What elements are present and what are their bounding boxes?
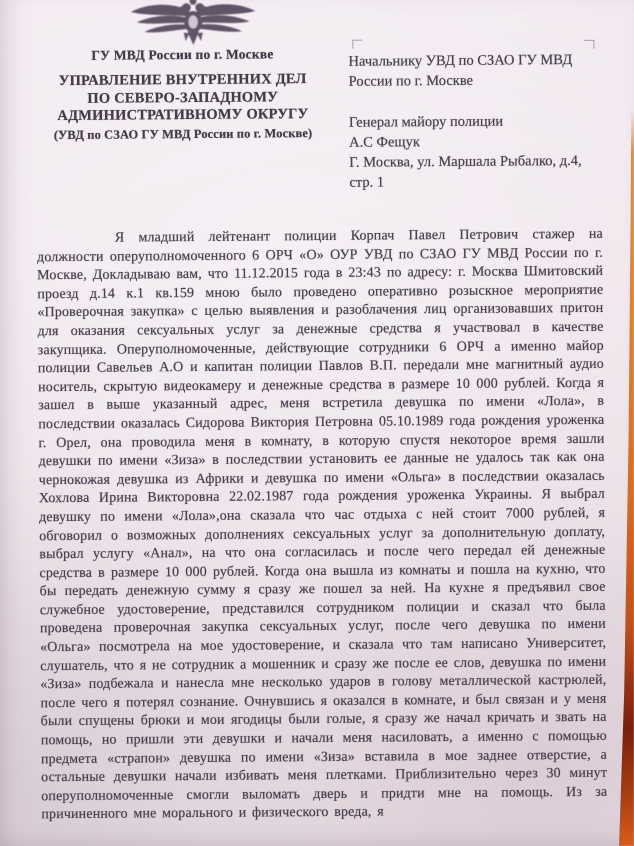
addressee-gap [349,90,601,113]
letterhead-abbrev: (УВД по СЗАО ГУ МВД России по г. Москве) [53,125,313,142]
letterhead-org: ГУ МВД России по г. Москве [91,46,274,63]
frame-corner-mark-left [352,40,362,49]
letterhead-division-line2: ПО СЕВЕРО-ЗАПАДНОМУ [87,88,279,107]
letterhead [28,46,337,143]
addressee-line: Начальнику УВД по СЗАО ГУ МВД [348,51,573,70]
addressee-rank: Генерал майору полиции [348,113,504,131]
mvd-double-headed-eagle-icon [126,0,260,49]
letterhead-division-line1: УПРАВЛЕНИЕ ВНУТРЕННИХ ДЕЛ [58,71,307,90]
addressee-name: А.С Фещук [349,134,420,151]
letterhead-division-line3: АДМИНИСТРАТИВНОМУ ОКРУГУ [57,106,309,125]
frame-corner-mark-right [584,40,594,49]
report-body: Я младший лейтенант полиции Корпач Павел Петрович стажер на должности оперуполномоченного 6 ОРЧ «О» ОУР УВД по СЗАО ГУ МВД России по г. Москве, Докладываю вам, что 11.12.2015 года в 23:43 по адресу: г. Москва Шмитовский проезд д.14 к.1 кв.159 мною было проведено оперативно розыскное мероприятие «Проверочная закупка» с целью выявления и разоблачения лиц организовавших притон для оказания сексуальных услуг за денежные средства я участвовал в качестве закупщика. Оперуполномоченные, действующие сотрудники 6 ОРЧ а именно майор полиции Савельев А.О и капитан полиции Павлов В.П. передали мне магнитный аудио носитель, скрытую видеокамеру и денежные средства в размере 10 000 рублей. Когда я зашел в выше указанный адрес, меня встретила девушка по имени «Лола», в последствии оказалась Сидорова Виктория Петровна 05.10.1989 года рождения уроженка г. Орел, она проводила меня в комнату, в которую спустя некоторое время зашли девушки по имени «Зиза» в последствии установить ее данные не удалось так как она чернокожая девушка из Африки и девушка по имени «Ольга» в последствии оказалась Хохлова Ирина Викторовна 22.02.1987 года рождения уроженка Украины. Я выбрал девушку по имени «Лола»,она сказала что час отдыха с ней стоит 7000 рублей, я обговорил о возможных дополнениях сексуальных услуг за дополнительную доплату, выбрал услугу «Анал», на что она согласилась и после чего передал ей денежные средства в размере 10 000 рублей. Когда она вышла из комнаты и пошла на кухню, что бы передать денежную сумму я сразу же пошел за ней. На кухне я предъявил свое служебное удостоверение, представился сотрудником полиции и сказал что была проведена проверочная закупка сексуальных услуг, после чего девушка по имени «Ольга» посмотрела на мое удостоверение, и сказала что там написано Университет, слушатель, что я не сотрудник а мошенник и сразу же после ее слов, девушка по имени «Зиза» подбежала и нанесла мне несколько ударов в голову металлической кастрюлей, после чего я потерял сознание. Очнувшись я оказался в комнате, и был связан и у меня были спущены брюки и мои ягодицы были голые, я сразу же начал кричать и звать на помощь, но пришли эти девушки и начали меня насиловать, а именно с помощью предмета «страпон» девушка по имени «Зиза» вставила в мое заднее отверстие, а остальные девушки начали избивать меня плетками. Приблизительно через 30 минут оперуполномоченные смогли выломать дверь и придти мне на помощь. Из за причиненного мне морального и физического вреда, я [36,226,608,823]
addressee-line: России по г. Москве [348,72,474,90]
addressee-address: Г. Москва, ул. Маршала Рыбалко, д.4, [349,152,582,171]
addressee-block [348,50,601,193]
addressee-address2: стр. 1 [349,174,385,191]
